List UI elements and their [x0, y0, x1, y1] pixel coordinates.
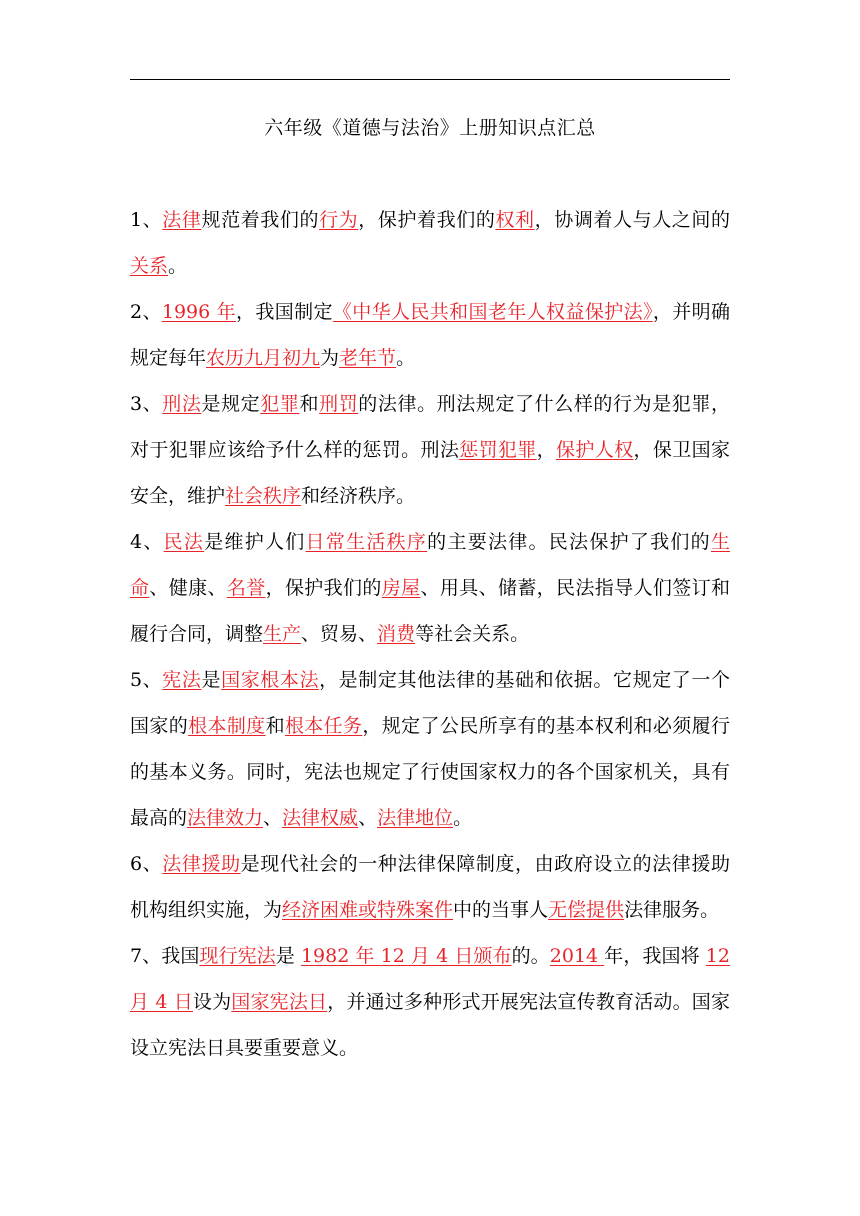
knowledge-point-4: [130, 519, 730, 657]
text-segment: 、贸易、: [301, 623, 378, 645]
text-segment: 的法律。刑法规定了什么样的行为是犯罪，对于犯罪应该给予什么样的惩罚。刑法: [130, 393, 730, 461]
highlight-segment: 消费: [377, 623, 416, 645]
text-segment: ，: [536, 439, 557, 461]
highlight-segment: 2014: [549, 945, 605, 967]
text-segment: ，并明确规定每年: [130, 301, 730, 369]
highlight-segment: 《中华人民共和国老年人权益保护法》: [332, 301, 653, 323]
text-segment: 3、: [130, 393, 163, 415]
text-segment: 是: [201, 669, 222, 691]
text-segment: 是规定: [201, 393, 261, 415]
highlight-segment: 12 月 4 日: [130, 945, 730, 1013]
text-segment: 。: [396, 347, 416, 369]
text-segment: ，是制定其他法律的基础和依据。它规定了一个国家的: [130, 669, 730, 737]
knowledge-point-3: [130, 381, 730, 519]
text-segment: 法律服务。: [624, 899, 720, 921]
highlight-segment: 法律效力: [187, 807, 264, 829]
highlight-segment: 1996 年: [161, 301, 237, 323]
knowledge-point-6: [130, 841, 730, 933]
highlight-segment: 现行宪法: [199, 945, 276, 967]
text-segment: ，规定了公民所享有的基本权利和必须履行的基本义务。同时，宪法也规定了行使国家权力的各个国家机关，具有最高的: [130, 715, 730, 829]
highlight-segment: 根本任务: [284, 715, 363, 737]
text-segment: 等社会关系。: [415, 623, 530, 645]
highlight-segment: 法律地位: [377, 807, 454, 829]
highlight-segment: 社会秩序: [225, 485, 302, 507]
text-segment: 设为: [192, 991, 232, 1013]
text-segment: 。: [453, 807, 473, 829]
highlight-segment: 犯罪: [260, 393, 300, 415]
text-segment: 为: [320, 347, 340, 369]
highlight-segment: 国家宪法日: [231, 991, 328, 1013]
text-segment: 和: [265, 715, 285, 737]
text-segment: 规范着我们的: [201, 209, 320, 231]
text-segment: 中的当事人: [453, 899, 549, 921]
text-segment: 年，我国将: [604, 945, 706, 967]
highlight-segment: 关系: [130, 255, 169, 277]
text-segment: 、: [263, 807, 283, 829]
highlight-segment: 刑罚: [319, 393, 359, 415]
knowledge-point-5: [130, 657, 730, 841]
highlight-segment: 生产: [263, 623, 302, 645]
text-segment: 、健康、: [149, 577, 227, 599]
text-segment: 5、: [130, 669, 163, 691]
highlight-segment: 民法: [163, 531, 205, 553]
text-segment: 、用具、储蓄，民法指导人们签订和履行合同，调整: [130, 577, 730, 645]
text-segment: ，协调着人与人之间的: [534, 209, 730, 231]
text-segment: 的主要法律。民法保护了我们的: [427, 531, 711, 553]
header-rule: [130, 79, 730, 80]
highlight-segment: 刑法: [162, 393, 202, 415]
highlight-segment: 经济困难或特殊案件: [282, 899, 454, 921]
highlight-segment: 名誉: [226, 577, 266, 599]
text-segment: 、: [358, 807, 378, 829]
highlight-segment: 房屋: [381, 577, 421, 599]
knowledge-point-2: [130, 289, 730, 381]
knowledge-point-7: [130, 933, 730, 1071]
highlight-segment: 法律援助: [162, 853, 241, 875]
highlight-segment: 无偿提供: [548, 899, 625, 921]
text-segment: 4、: [130, 531, 164, 553]
text-segment: 和经济秩序。: [301, 485, 416, 507]
highlight-segment: 惩罚犯罪: [459, 439, 537, 461]
highlight-segment: 权利: [495, 209, 535, 231]
highlight-segment: 行为: [319, 209, 359, 231]
highlight-segment: 根本制度: [188, 715, 266, 737]
highlight-segment: 生命: [130, 531, 730, 599]
highlight-segment: 日常生活秩序: [305, 531, 428, 553]
highlight-segment: 农历九月初九: [206, 347, 321, 369]
text-segment: 和: [299, 393, 320, 415]
highlight-segment: 保护人权: [556, 439, 634, 461]
text-segment: 是现代社会的一种法律保障制度，由政府设立的法律援助机构组织实施，为: [130, 853, 730, 921]
text-segment: 的。: [511, 945, 550, 967]
text-segment: 7、我国: [130, 945, 200, 967]
knowledge-point-1: [130, 197, 730, 289]
document-title: 六年级《道德与法治》上册知识点汇总: [264, 117, 596, 139]
text-segment: 6、: [130, 853, 163, 875]
document-body: [130, 197, 730, 1071]
text-segment: ，保卫国家安全，维护: [130, 439, 730, 507]
highlight-segment: 1982 年 12 月 4 日颁布: [300, 945, 512, 967]
text-segment: 。: [168, 255, 188, 277]
highlight-segment: 国家根本法: [221, 669, 320, 691]
text-segment: ，并通过多种形式开展宪法宣传教育活动。国家设立宪法日具要重要意义。: [130, 991, 730, 1059]
highlight-segment: 老年节: [339, 347, 397, 369]
text-segment: 是: [275, 945, 301, 967]
highlight-segment: 法律: [162, 209, 202, 231]
text-segment: 1、: [130, 209, 163, 231]
text-segment: ，我国制定: [236, 301, 333, 323]
text-segment: ，保护着我们的: [358, 209, 496, 231]
highlight-segment: 宪法: [162, 669, 202, 691]
text-segment: 2、: [130, 301, 162, 323]
text-segment: ，保护我们的: [265, 577, 382, 599]
text-segment: 是维护人们: [204, 531, 306, 553]
highlight-segment: 法律权威: [282, 807, 359, 829]
